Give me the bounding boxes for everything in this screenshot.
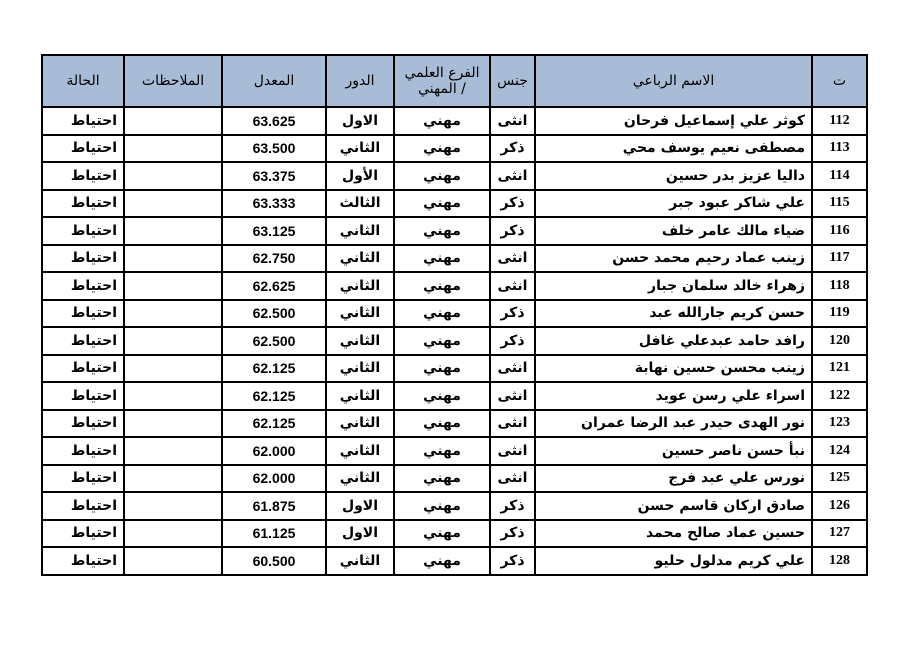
cell-notes	[124, 245, 222, 273]
table-row	[42, 465, 867, 493]
cell-round: الثاني	[326, 410, 394, 438]
cell-gender: انثى	[490, 272, 535, 300]
cell-notes	[124, 107, 222, 135]
cell-gender: ذكر	[490, 520, 535, 548]
table-row	[42, 520, 867, 548]
cell-full-name: علي كريم مدلول حليو	[535, 547, 812, 575]
cell-branch: مهني	[394, 245, 490, 273]
cell-status: احتياط	[42, 300, 124, 328]
cell-round: الثاني	[326, 135, 394, 163]
cell-number: 117	[812, 245, 867, 273]
cell-number: 124	[812, 437, 867, 465]
cell-full-name: مصطفى نعيم يوسف محي	[535, 135, 812, 163]
table-row	[42, 437, 867, 465]
header-num: ت	[812, 55, 867, 107]
cell-branch: مهني	[394, 135, 490, 163]
cell-branch: مهني	[394, 410, 490, 438]
cell-round: الاول	[326, 492, 394, 520]
table-row	[42, 547, 867, 575]
cell-full-name: زينب عماد رحيم محمد حسن	[535, 245, 812, 273]
cell-notes	[124, 465, 222, 493]
cell-gender: ذكر	[490, 300, 535, 328]
table-row	[42, 355, 867, 383]
cell-notes	[124, 190, 222, 218]
cell-branch: مهني	[394, 547, 490, 575]
cell-notes	[124, 355, 222, 383]
cell-average: 62.125	[222, 382, 326, 410]
cell-average: 61.125	[222, 520, 326, 548]
table-row	[42, 245, 867, 273]
cell-number: 121	[812, 355, 867, 383]
cell-branch: مهني	[394, 217, 490, 245]
cell-notes	[124, 217, 222, 245]
cell-average: 63.125	[222, 217, 326, 245]
cell-branch: مهني	[394, 300, 490, 328]
cell-branch: مهني	[394, 107, 490, 135]
cell-gender: ذكر	[490, 190, 535, 218]
cell-number: 119	[812, 300, 867, 328]
cell-notes	[124, 135, 222, 163]
cell-status: احتياط	[42, 465, 124, 493]
cell-status: احتياط	[42, 355, 124, 383]
cell-branch: مهني	[394, 190, 490, 218]
table-row	[42, 382, 867, 410]
cell-full-name: زينب محسن حسين نهابة	[535, 355, 812, 383]
cell-average: 62.750	[222, 245, 326, 273]
cell-full-name: كوثر علي إسماعيل فرحان	[535, 107, 812, 135]
cell-average: 63.625	[222, 107, 326, 135]
cell-notes	[124, 547, 222, 575]
header-round: الدور	[326, 55, 394, 107]
cell-number: 118	[812, 272, 867, 300]
cell-status: احتياط	[42, 492, 124, 520]
cell-number: 120	[812, 327, 867, 355]
cell-branch: مهني	[394, 437, 490, 465]
table-header	[42, 55, 867, 107]
cell-notes	[124, 272, 222, 300]
cell-full-name: نور الهدى حيدر عبد الرضا عمران	[535, 410, 812, 438]
cell-status: احتياط	[42, 520, 124, 548]
cell-full-name: زهراء خالد سلمان جبار	[535, 272, 812, 300]
table-row	[42, 217, 867, 245]
cell-average: 62.125	[222, 355, 326, 383]
cell-round: الاول	[326, 107, 394, 135]
cell-round: الثاني	[326, 437, 394, 465]
cell-branch: مهني	[394, 355, 490, 383]
cell-average: 62.625	[222, 272, 326, 300]
cell-gender: ذكر	[490, 135, 535, 163]
cell-number: 113	[812, 135, 867, 163]
table-row	[42, 135, 867, 163]
table-body	[42, 107, 867, 575]
table-row	[42, 272, 867, 300]
cell-round: الثاني	[326, 465, 394, 493]
cell-full-name: داليا عزيز بدر حسين	[535, 162, 812, 190]
cell-branch: مهني	[394, 272, 490, 300]
cell-status: احتياط	[42, 382, 124, 410]
cell-notes	[124, 437, 222, 465]
cell-gender: انثى	[490, 410, 535, 438]
cell-full-name: نبأ حسن ناصر حسين	[535, 437, 812, 465]
cell-status: احتياط	[42, 327, 124, 355]
cell-branch: مهني	[394, 492, 490, 520]
header-branch: الفرع العلمي / المهني	[394, 55, 490, 107]
cell-round: الثاني	[326, 355, 394, 383]
table-row	[42, 492, 867, 520]
cell-notes	[124, 520, 222, 548]
cell-round: الثالث	[326, 190, 394, 218]
cell-notes	[124, 382, 222, 410]
cell-full-name: حسين عماد صالح محمد	[535, 520, 812, 548]
table-row	[42, 162, 867, 190]
cell-branch: مهني	[394, 465, 490, 493]
cell-status: احتياط	[42, 547, 124, 575]
cell-gender: انثى	[490, 355, 535, 383]
cell-branch: مهني	[394, 327, 490, 355]
table-row	[42, 107, 867, 135]
cell-gender: انثى	[490, 245, 535, 273]
cell-notes	[124, 410, 222, 438]
cell-gender: ذكر	[490, 327, 535, 355]
header-average: المعدل	[222, 55, 326, 107]
cell-notes	[124, 300, 222, 328]
cell-average: 60.500	[222, 547, 326, 575]
cell-average: 62.500	[222, 327, 326, 355]
cell-status: احتياط	[42, 245, 124, 273]
cell-number: 125	[812, 465, 867, 493]
cell-gender: ذكر	[490, 547, 535, 575]
cell-full-name: حسن كريم جارالله عبد	[535, 300, 812, 328]
cell-average: 61.875	[222, 492, 326, 520]
header-name: الاسم الرباعي	[535, 55, 812, 107]
header-notes: الملاحظات	[124, 55, 222, 107]
cell-round: الثاني	[326, 272, 394, 300]
cell-gender: انثى	[490, 382, 535, 410]
cell-average: 63.500	[222, 135, 326, 163]
cell-notes	[124, 327, 222, 355]
cell-branch: مهني	[394, 382, 490, 410]
cell-gender: انثى	[490, 465, 535, 493]
cell-round: الثاني	[326, 382, 394, 410]
cell-number: 114	[812, 162, 867, 190]
cell-status: احتياط	[42, 190, 124, 218]
cell-round: الثاني	[326, 327, 394, 355]
header-gender: جنس	[490, 55, 535, 107]
cell-gender: انثى	[490, 107, 535, 135]
cell-branch: مهني	[394, 520, 490, 548]
table-row	[42, 300, 867, 328]
cell-status: احتياط	[42, 162, 124, 190]
cell-full-name: ضياء مالك عامر خلف	[535, 217, 812, 245]
cell-round: الأول	[326, 162, 394, 190]
cell-status: احتياط	[42, 410, 124, 438]
cell-round: الثاني	[326, 217, 394, 245]
cell-number: 127	[812, 520, 867, 548]
cell-status: احتياط	[42, 272, 124, 300]
cell-number: 126	[812, 492, 867, 520]
cell-gender: انثى	[490, 437, 535, 465]
cell-full-name: علي شاكر عبود جبر	[535, 190, 812, 218]
cell-average: 62.125	[222, 410, 326, 438]
cell-average: 63.375	[222, 162, 326, 190]
header-row	[42, 55, 867, 107]
cell-average: 62.000	[222, 437, 326, 465]
cell-number: 122	[812, 382, 867, 410]
cell-status: احتياط	[42, 135, 124, 163]
table-row	[42, 190, 867, 218]
cell-number: 128	[812, 547, 867, 575]
cell-average: 62.000	[222, 465, 326, 493]
cell-round: الثاني	[326, 245, 394, 273]
cell-round: الاول	[326, 520, 394, 548]
cell-notes	[124, 492, 222, 520]
cell-full-name: نورس علي عبد فرج	[535, 465, 812, 493]
cell-round: الثاني	[326, 300, 394, 328]
cell-gender: انثى	[490, 162, 535, 190]
cell-round: الثاني	[326, 547, 394, 575]
cell-number: 115	[812, 190, 867, 218]
cell-full-name: رافد حامد عبدعلي غافل	[535, 327, 812, 355]
cell-number: 123	[812, 410, 867, 438]
cell-branch: مهني	[394, 162, 490, 190]
cell-status: احتياط	[42, 107, 124, 135]
table-row	[42, 410, 867, 438]
header-status: الحالة	[42, 55, 124, 107]
students-table	[41, 54, 868, 576]
table-row	[42, 327, 867, 355]
cell-notes	[124, 162, 222, 190]
cell-full-name: اسراء علي رسن عويد	[535, 382, 812, 410]
cell-average: 63.333	[222, 190, 326, 218]
cell-gender: ذكر	[490, 492, 535, 520]
cell-status: احتياط	[42, 217, 124, 245]
cell-gender: ذكر	[490, 217, 535, 245]
cell-average: 62.500	[222, 300, 326, 328]
cell-status: احتياط	[42, 437, 124, 465]
cell-number: 112	[812, 107, 867, 135]
cell-number: 116	[812, 217, 867, 245]
cell-full-name: صادق اركان قاسم حسن	[535, 492, 812, 520]
